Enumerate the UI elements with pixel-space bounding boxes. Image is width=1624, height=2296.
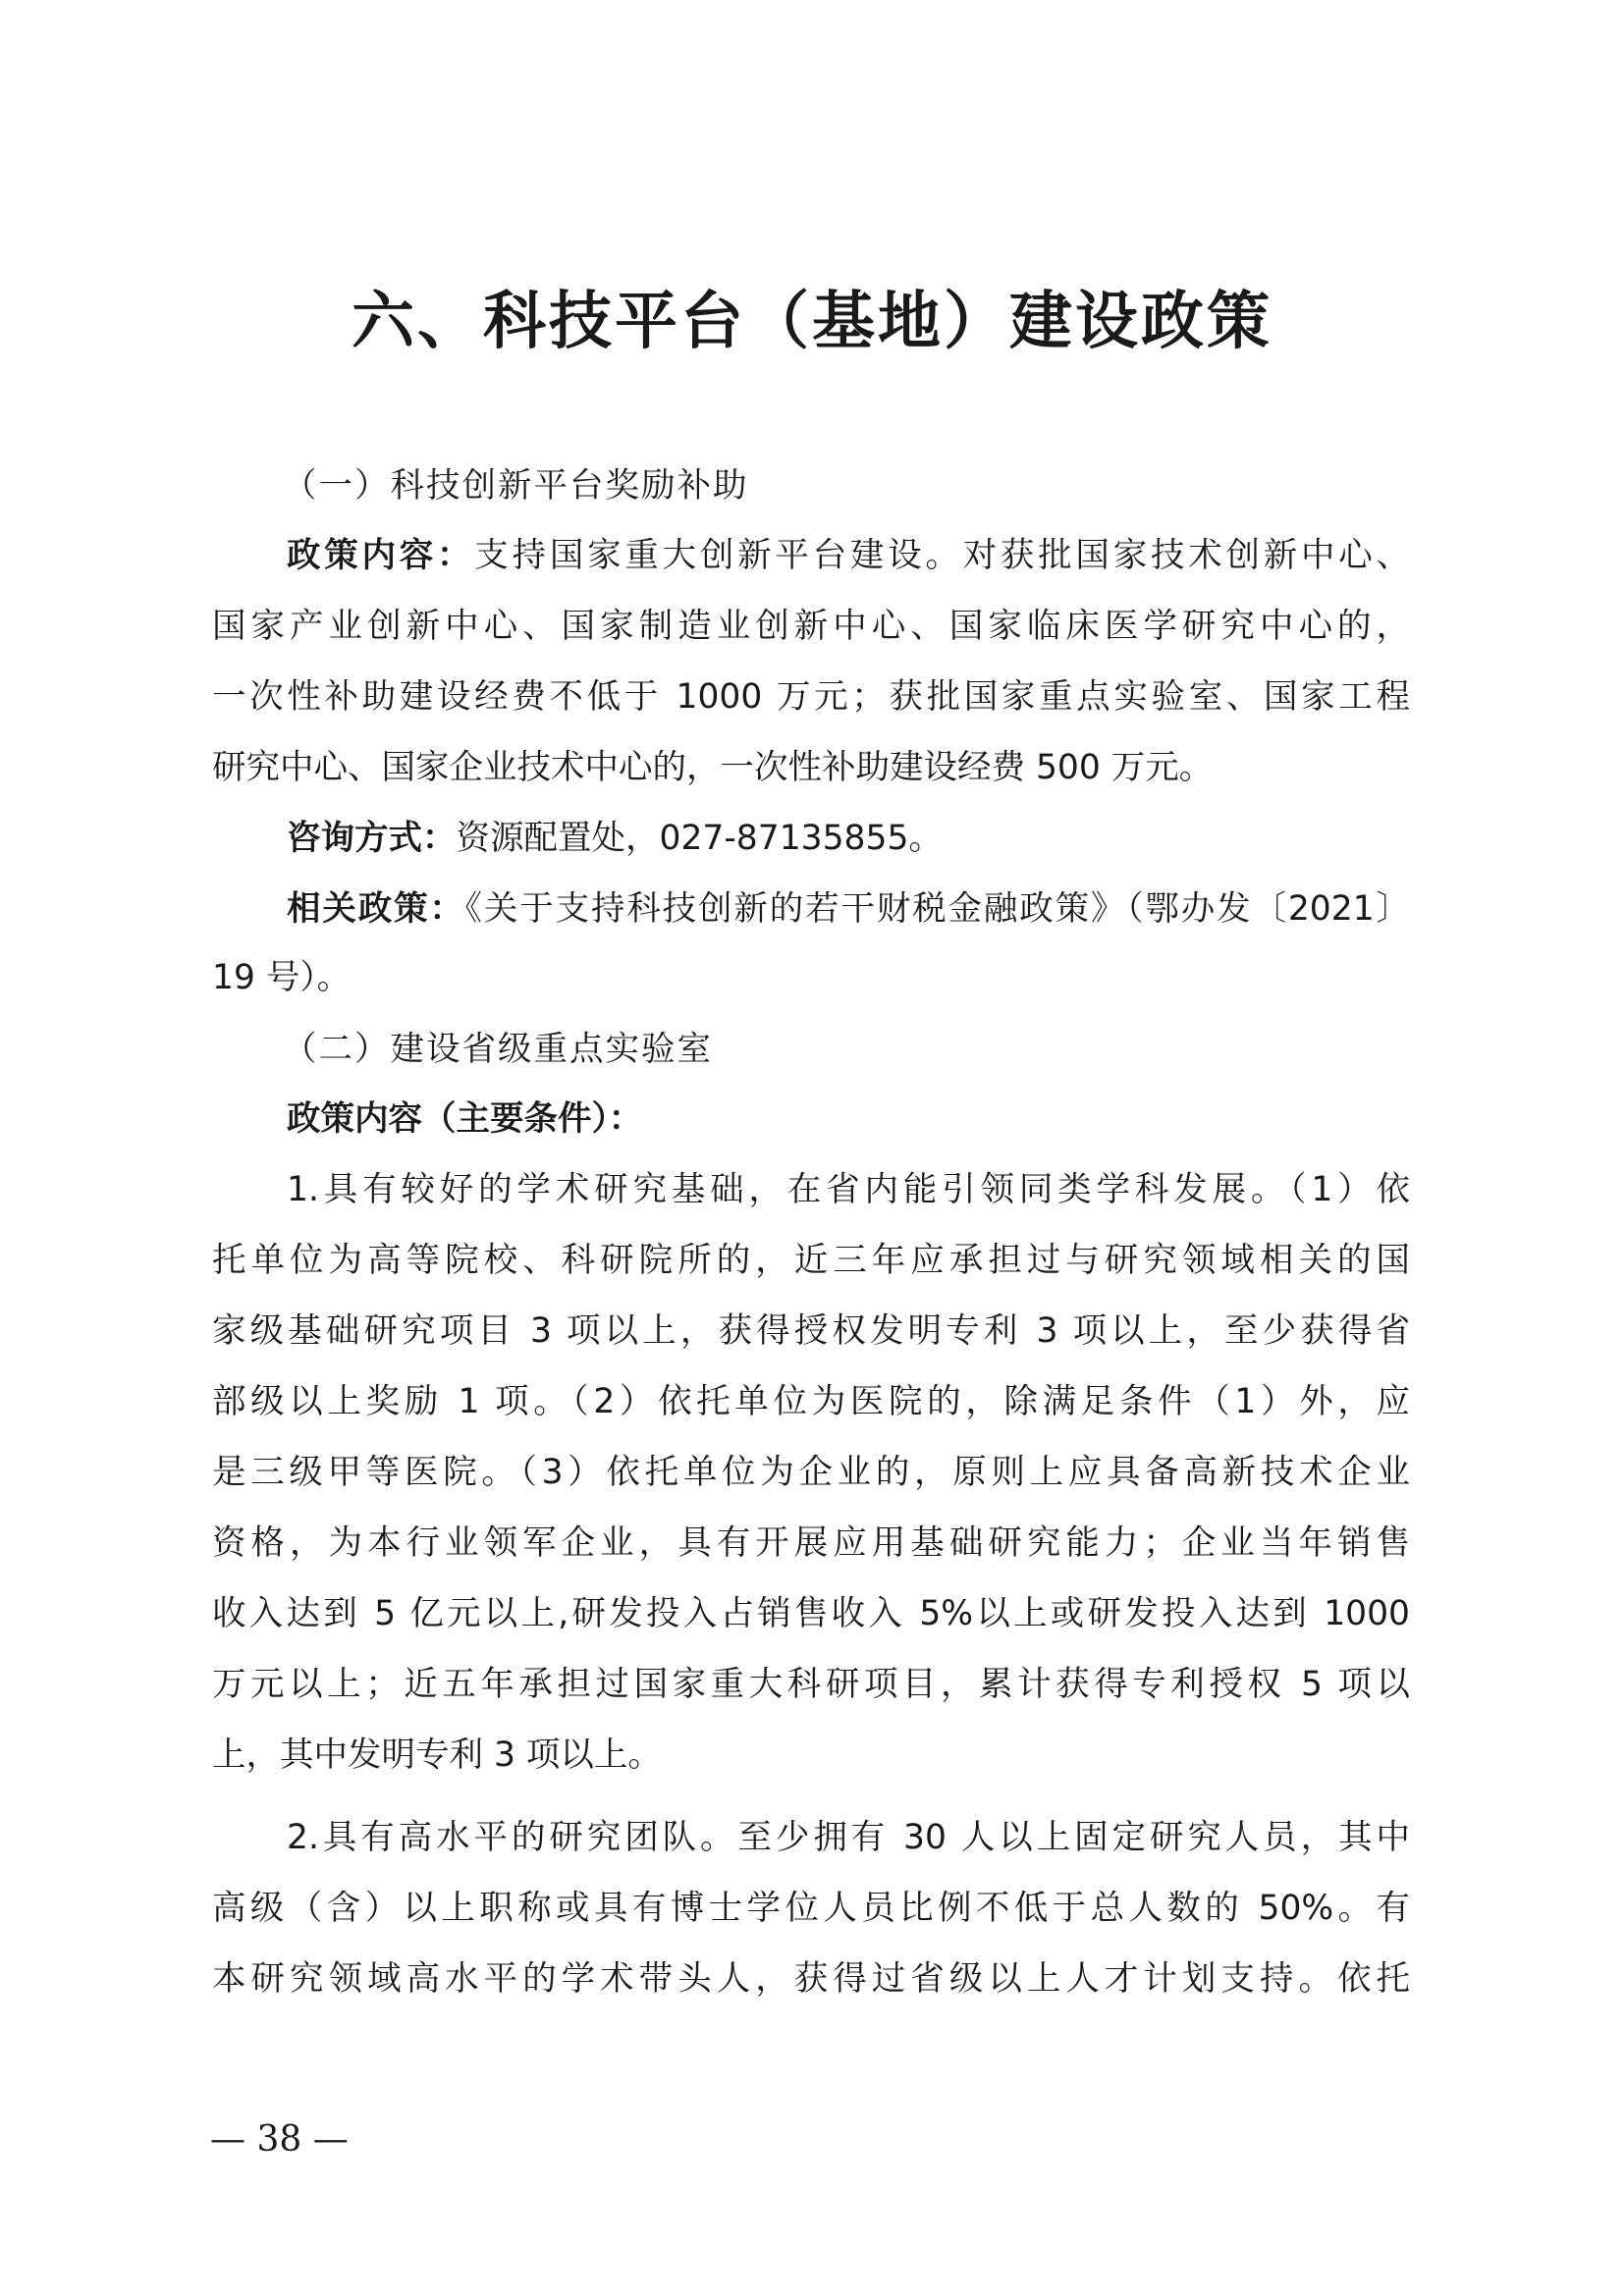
contact-label: 咨询方式： bbox=[287, 819, 457, 858]
paragraph-1-line: 托单位为高等院校、科研院所的，近三年应承担过与研究领域相关的国 bbox=[212, 1241, 1410, 1280]
page-number: — 38 — bbox=[210, 2119, 349, 2160]
related-policy-line-2: 19 号）。 bbox=[212, 958, 352, 997]
related-policy-label: 相关政策： bbox=[287, 889, 465, 929]
policy-content-line-2: 国家产业创新中心、国家制造业创新中心、国家临床医学研究中心的， bbox=[212, 607, 1410, 646]
paragraph-1-line: 万元以上；近五年承担过国家重大科研项目，累计获得专利授权 5 项以 bbox=[212, 1665, 1410, 1704]
related-policy-line-1 bbox=[287, 874, 1410, 944]
policy-content-label: 政策内容： bbox=[287, 536, 475, 575]
paragraph-1-line: 是三级甲等医院。（3）依托单位为企业的，原则上应具备高新技术企业 bbox=[212, 1453, 1410, 1492]
paragraph-1-line: 资格，为本行业领军企业，具有开展应用基础研究能力；企业当年销售 bbox=[212, 1523, 1410, 1563]
conditions-label: 政策内容（主要条件）： bbox=[287, 1099, 643, 1139]
page-title: 六、科技平台（基地）建设政策 bbox=[352, 285, 1272, 358]
policy-content-line-1 bbox=[287, 520, 1410, 591]
paragraph-1-line: 收入达到 5 亿元以上,研发投入占销售收入 5%以上或研发投入达到 1000 bbox=[212, 1594, 1410, 1633]
policy-content-text: 支持国家重大创新平台建设。对获批国家技术创新中心、 bbox=[474, 536, 1411, 575]
paragraph-1-line: 上，其中发明专利 3 项以上。 bbox=[212, 1735, 662, 1775]
paragraph-2-line: 2.具有高水平的研究团队。至少拥有 30 人以上固定研究人员，其中 bbox=[287, 1818, 1410, 1857]
paragraph-1-line: 1.具有较好的学术研究基础，在省内能引领同类学科发展。（1）依 bbox=[287, 1170, 1410, 1209]
contact-text: 资源配置处，027-87135855。 bbox=[456, 819, 943, 858]
paragraph-1-line: 部级以上奖励 1 项。（2）依托单位为医院的，除满足条件（1）外，应 bbox=[212, 1382, 1410, 1421]
paragraph-2-line: 本研究领域高水平的学术带头人，获得过省级以上人才计划支持。依托 bbox=[212, 1959, 1410, 1999]
conditions-label-line bbox=[287, 1084, 1410, 1154]
policy-content-line-3: 一次性补助建设经费不低于 1000 万元；获批国家重点实验室、国家工程 bbox=[212, 677, 1410, 717]
section-heading-1: （一）科技创新平台奖励补助 bbox=[283, 466, 749, 506]
paragraph-1-line: 家级基础研究项目 3 项以上，获得授权发明专利 3 项以上，至少获得省 bbox=[212, 1311, 1410, 1351]
contact-line bbox=[287, 803, 1410, 874]
related-policy-text: 《关于支持科技创新的若干财税金融政策》（鄂办发〔2021〕 bbox=[464, 889, 1411, 929]
policy-content-line-4: 研究中心、国家企业技术中心的，一次性补助建设经费 500 万元。 bbox=[212, 748, 1214, 787]
paragraph-2-line: 高级（含）以上职称或具有博士学位人员比例不低于总人数的 50%。有 bbox=[212, 1889, 1410, 1928]
section-heading-2: （二）建设省级重点实验室 bbox=[283, 1030, 713, 1069]
